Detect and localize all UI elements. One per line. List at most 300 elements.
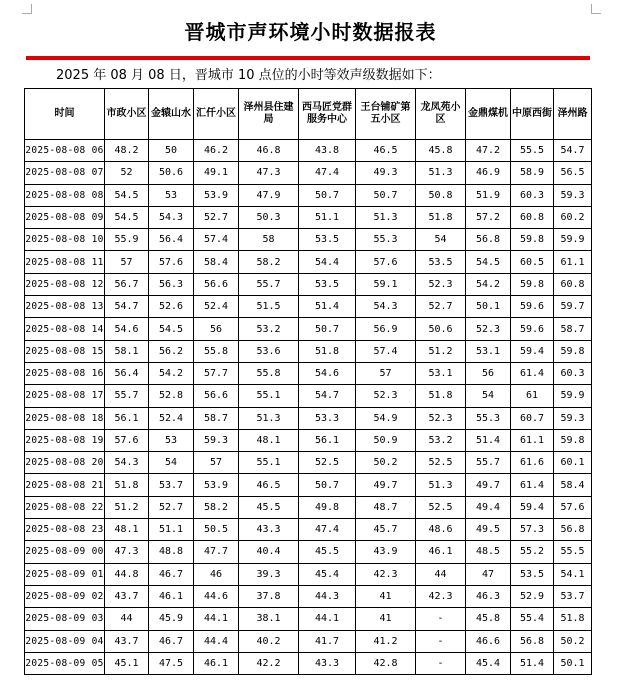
value-cell: 54.5 <box>466 251 511 273</box>
value-cell: 47.3 <box>105 541 149 563</box>
table-row <box>25 140 592 162</box>
value-cell: 56.6 <box>194 273 239 295</box>
table-row <box>25 608 592 630</box>
time-cell: 2025-08-09 04 <box>25 630 105 652</box>
time-cell: 2025-08-09 01 <box>25 563 105 585</box>
time-cell: 2025-08-09 05 <box>25 652 105 674</box>
value-cell: 59.4 <box>511 496 554 518</box>
value-cell: 48.5 <box>466 541 511 563</box>
value-cell: 61.1 <box>511 429 554 451</box>
value-cell: 51.8 <box>554 608 592 630</box>
value-cell: 57.4 <box>194 229 239 251</box>
value-cell: 51.8 <box>299 340 356 362</box>
value-cell: 52.4 <box>149 407 194 429</box>
value-cell: 51.1 <box>149 519 194 541</box>
value-cell: 46.5 <box>239 474 299 496</box>
value-cell: 52.9 <box>511 585 554 607</box>
value-cell: 52.3 <box>416 407 466 429</box>
value-cell: 51.2 <box>416 340 466 362</box>
value-cell: 51.8 <box>105 474 149 496</box>
value-cell: 50.5 <box>194 519 239 541</box>
value-cell: 48.6 <box>416 519 466 541</box>
table-row <box>25 273 592 295</box>
value-cell: 59.6 <box>511 296 554 318</box>
value-cell: 51.2 <box>105 496 149 518</box>
value-cell: 54 <box>149 452 194 474</box>
value-cell: 53.1 <box>466 340 511 362</box>
value-cell: 53.7 <box>554 585 592 607</box>
column-header: 市政小区 <box>105 89 149 140</box>
value-cell: 48.1 <box>239 429 299 451</box>
value-cell: 43.3 <box>239 519 299 541</box>
value-cell: 47.4 <box>299 162 356 184</box>
value-cell: 52.7 <box>149 496 194 518</box>
value-cell: 53.6 <box>239 340 299 362</box>
column-header: 泽州路 <box>554 89 592 140</box>
value-cell: 56.7 <box>105 273 149 295</box>
value-cell: 58.4 <box>194 251 239 273</box>
value-cell: 50.3 <box>239 206 299 228</box>
value-cell: 50.1 <box>466 296 511 318</box>
value-cell: 50 <box>149 140 194 162</box>
value-cell: 55.2 <box>511 541 554 563</box>
value-cell: 56.9 <box>356 318 416 340</box>
value-cell: 56 <box>466 362 511 384</box>
table-row <box>25 496 592 518</box>
value-cell: 55.9 <box>105 229 149 251</box>
time-cell: 2025-08-08 09 <box>25 206 105 228</box>
time-cell: 2025-08-08 16 <box>25 362 105 384</box>
value-cell: 47.2 <box>466 140 511 162</box>
time-cell: 2025-08-09 03 <box>25 608 105 630</box>
value-cell: 55.1 <box>239 385 299 407</box>
column-header: 泽州县住建局 <box>239 89 299 140</box>
value-cell: 50.2 <box>554 630 592 652</box>
column-header: 西马匠党群服务中心 <box>299 89 356 140</box>
value-cell: 57.6 <box>554 496 592 518</box>
value-cell: 59.4 <box>511 340 554 362</box>
value-cell: 60.8 <box>554 273 592 295</box>
value-cell: 59.1 <box>356 273 416 295</box>
value-cell: 53.9 <box>194 184 239 206</box>
value-cell: - <box>416 630 466 652</box>
value-cell: 44.1 <box>299 608 356 630</box>
value-cell: 41 <box>356 585 416 607</box>
value-cell: 45.5 <box>239 496 299 518</box>
value-cell: 47 <box>466 563 511 585</box>
value-cell: 60.5 <box>511 251 554 273</box>
value-cell: 53.5 <box>299 229 356 251</box>
value-cell: 51.8 <box>416 385 466 407</box>
value-cell: 47.5 <box>149 652 194 674</box>
value-cell: 54.3 <box>105 452 149 474</box>
value-cell: 53.7 <box>149 474 194 496</box>
value-cell: 45.9 <box>149 608 194 630</box>
value-cell: 53.9 <box>194 474 239 496</box>
table-row <box>25 474 592 496</box>
column-header: 汇仟小区 <box>194 89 239 140</box>
value-cell: 50.7 <box>299 474 356 496</box>
value-cell: 59.6 <box>511 318 554 340</box>
value-cell: 55.4 <box>511 608 554 630</box>
value-cell: 43.7 <box>105 630 149 652</box>
value-cell: 44.6 <box>194 585 239 607</box>
value-cell: 58.1 <box>105 340 149 362</box>
value-cell: 50.6 <box>149 162 194 184</box>
value-cell: 43.8 <box>299 140 356 162</box>
report-title: 晋城市声环境小时数据报表 <box>184 20 437 44</box>
column-header: 金辕山水 <box>149 89 194 140</box>
value-cell: 45.8 <box>466 608 511 630</box>
time-cell: 2025-08-08 14 <box>25 318 105 340</box>
value-cell: 55.8 <box>194 340 239 362</box>
time-cell: 2025-08-08 12 <box>25 273 105 295</box>
value-cell: 49.7 <box>466 474 511 496</box>
value-cell: 56 <box>194 318 239 340</box>
value-cell: 54.5 <box>105 206 149 228</box>
table-body <box>25 140 592 675</box>
value-cell: 55.7 <box>105 385 149 407</box>
value-cell: 61.4 <box>511 362 554 384</box>
value-cell: 60.8 <box>511 206 554 228</box>
table-row <box>25 563 592 585</box>
value-cell: 52.5 <box>299 452 356 474</box>
time-cell: 2025-08-08 18 <box>25 407 105 429</box>
value-cell: 57.2 <box>466 206 511 228</box>
table-row <box>25 541 592 563</box>
value-cell: 47.3 <box>239 162 299 184</box>
value-cell: 53.2 <box>416 429 466 451</box>
value-cell: 46.6 <box>466 630 511 652</box>
value-cell: 51.4 <box>299 296 356 318</box>
table-row <box>25 429 592 451</box>
value-cell: 55.3 <box>356 229 416 251</box>
table-row <box>25 407 592 429</box>
value-cell: 58.7 <box>194 407 239 429</box>
value-cell: 53.3 <box>299 407 356 429</box>
value-cell: 61.6 <box>511 452 554 474</box>
value-cell: 50.9 <box>356 429 416 451</box>
value-cell: 46.2 <box>194 140 239 162</box>
value-cell: 46.1 <box>194 652 239 674</box>
value-cell: 44.4 <box>194 630 239 652</box>
value-cell: 53.5 <box>416 251 466 273</box>
value-cell: 59.7 <box>554 296 592 318</box>
page-corner-mark-left <box>22 4 32 14</box>
value-cell: 49.5 <box>466 519 511 541</box>
time-cell: 2025-08-09 00 <box>25 541 105 563</box>
value-cell: 56.6 <box>194 385 239 407</box>
value-cell: 40.4 <box>239 541 299 563</box>
value-cell: 51.4 <box>466 429 511 451</box>
value-cell: 57.4 <box>356 340 416 362</box>
value-cell: 56.2 <box>149 340 194 362</box>
value-cell: 55.8 <box>239 362 299 384</box>
noise-data-table <box>24 88 592 675</box>
value-cell: 53.5 <box>511 563 554 585</box>
value-cell: 61.4 <box>511 474 554 496</box>
value-cell: 52.3 <box>466 318 511 340</box>
value-cell: 50.1 <box>554 652 592 674</box>
value-cell: 56.8 <box>511 630 554 652</box>
value-cell: 60.7 <box>511 407 554 429</box>
value-cell: 45.4 <box>466 652 511 674</box>
value-cell: - <box>416 652 466 674</box>
value-cell: 44.1 <box>194 608 239 630</box>
time-cell: 2025-08-08 20 <box>25 452 105 474</box>
value-cell: 51.1 <box>299 206 356 228</box>
value-cell: 56.3 <box>149 273 194 295</box>
value-cell: 57.6 <box>149 251 194 273</box>
value-cell: 42.3 <box>416 585 466 607</box>
value-cell: 45.4 <box>299 563 356 585</box>
value-cell: 46.7 <box>149 630 194 652</box>
value-cell: 50.7 <box>299 318 356 340</box>
time-cell: 2025-08-08 22 <box>25 496 105 518</box>
table-header-row <box>25 89 592 140</box>
value-cell: 59.3 <box>194 429 239 451</box>
value-cell: 59.8 <box>554 340 592 362</box>
value-cell: 52.3 <box>416 273 466 295</box>
value-cell: 60.3 <box>511 184 554 206</box>
value-cell: 45.1 <box>105 652 149 674</box>
value-cell: 51.8 <box>416 206 466 228</box>
value-cell: 38.1 <box>239 608 299 630</box>
value-cell: 56.4 <box>149 229 194 251</box>
value-cell: 57 <box>194 452 239 474</box>
value-cell: 49.7 <box>356 474 416 496</box>
value-cell: 55.3 <box>466 407 511 429</box>
column-header: 时间 <box>25 89 105 140</box>
table-row <box>25 452 592 474</box>
value-cell: 54.3 <box>149 206 194 228</box>
table-row <box>25 362 592 384</box>
page-corner-mark-right <box>591 4 601 14</box>
value-cell: 51.9 <box>466 184 511 206</box>
value-cell: 46.5 <box>356 140 416 162</box>
time-cell: 2025-08-08 11 <box>25 251 105 273</box>
value-cell: 46.8 <box>239 140 299 162</box>
value-cell: 56.1 <box>299 429 356 451</box>
intro-text: 2025 年 08 月 08 日，晋城市 10 点位的小时等效声级数据如下： <box>56 68 441 83</box>
table-row <box>25 296 592 318</box>
value-cell: 44 <box>105 608 149 630</box>
value-cell: 51.3 <box>239 407 299 429</box>
value-cell: 58.9 <box>511 162 554 184</box>
value-cell: 40.2 <box>239 630 299 652</box>
value-cell: 49.3 <box>356 162 416 184</box>
value-cell: 54.7 <box>554 140 592 162</box>
value-cell: 59.8 <box>511 273 554 295</box>
value-cell: 49.4 <box>466 496 511 518</box>
value-cell: 42.8 <box>356 652 416 674</box>
value-cell: 49.1 <box>194 162 239 184</box>
time-cell: 2025-08-08 08 <box>25 184 105 206</box>
value-cell: - <box>416 608 466 630</box>
value-cell: 54.7 <box>299 385 356 407</box>
value-cell: 51.3 <box>416 474 466 496</box>
value-cell: 45.7 <box>356 519 416 541</box>
value-cell: 52.4 <box>194 296 239 318</box>
value-cell: 54.2 <box>149 362 194 384</box>
title-divider <box>26 56 590 60</box>
value-cell: 57 <box>356 362 416 384</box>
value-cell: 52.8 <box>149 385 194 407</box>
table-row <box>25 585 592 607</box>
value-cell: 56.8 <box>554 519 592 541</box>
value-cell: 50.7 <box>356 184 416 206</box>
value-cell: 55.5 <box>554 541 592 563</box>
value-cell: 58.2 <box>194 496 239 518</box>
value-cell: 59.8 <box>554 429 592 451</box>
value-cell: 53.2 <box>239 318 299 340</box>
value-cell: 51.3 <box>356 206 416 228</box>
value-cell: 51.5 <box>239 296 299 318</box>
column-header: 中原西街 <box>511 89 554 140</box>
value-cell: 46.7 <box>149 563 194 585</box>
value-cell: 54.4 <box>299 251 356 273</box>
value-cell: 54.5 <box>105 184 149 206</box>
value-cell: 56.1 <box>105 407 149 429</box>
value-cell: 50.7 <box>299 184 356 206</box>
value-cell: 41 <box>356 608 416 630</box>
table-row <box>25 251 592 273</box>
value-cell: 49.8 <box>299 496 356 518</box>
value-cell: 51.4 <box>511 652 554 674</box>
value-cell: 42.2 <box>239 652 299 674</box>
value-cell: 60.1 <box>554 452 592 474</box>
value-cell: 53.5 <box>299 273 356 295</box>
value-cell: 43.7 <box>105 585 149 607</box>
value-cell: 55.1 <box>239 452 299 474</box>
value-cell: 58.2 <box>239 251 299 273</box>
time-cell: 2025-08-08 21 <box>25 474 105 496</box>
value-cell: 44.8 <box>105 563 149 585</box>
time-cell: 2025-08-09 02 <box>25 585 105 607</box>
value-cell: 58.4 <box>554 474 592 496</box>
value-cell: 56.5 <box>554 162 592 184</box>
value-cell: 59.3 <box>554 184 592 206</box>
value-cell: 54.1 <box>554 563 592 585</box>
time-cell: 2025-08-08 10 <box>25 229 105 251</box>
value-cell: 61 <box>511 385 554 407</box>
value-cell: 50.6 <box>416 318 466 340</box>
value-cell: 54.6 <box>299 362 356 384</box>
value-cell: 52.5 <box>416 452 466 474</box>
column-header: 王台铺矿第五小区 <box>356 89 416 140</box>
value-cell: 48.2 <box>105 140 149 162</box>
value-cell: 53.1 <box>416 362 466 384</box>
value-cell: 43.3 <box>299 652 356 674</box>
value-cell: 53 <box>149 429 194 451</box>
table-row <box>25 229 592 251</box>
time-cell: 2025-08-08 13 <box>25 296 105 318</box>
value-cell: 57.7 <box>194 362 239 384</box>
value-cell: 50.2 <box>356 452 416 474</box>
value-cell: 45.5 <box>299 541 356 563</box>
value-cell: 57.3 <box>511 519 554 541</box>
value-cell: 57.6 <box>356 251 416 273</box>
value-cell: 54.3 <box>356 296 416 318</box>
value-cell: 59.3 <box>554 407 592 429</box>
value-cell: 58 <box>239 229 299 251</box>
value-cell: 46.3 <box>466 585 511 607</box>
value-cell: 54.9 <box>356 407 416 429</box>
value-cell: 52.5 <box>416 496 466 518</box>
value-cell: 48.7 <box>356 496 416 518</box>
value-cell: 46.1 <box>149 585 194 607</box>
table-row <box>25 652 592 674</box>
value-cell: 61.1 <box>554 251 592 273</box>
value-cell: 46.9 <box>466 162 511 184</box>
value-cell: 44 <box>416 563 466 585</box>
value-cell: 60.3 <box>554 362 592 384</box>
value-cell: 59.8 <box>511 229 554 251</box>
value-cell: 52.6 <box>149 296 194 318</box>
value-cell: 58.7 <box>554 318 592 340</box>
value-cell: 48.8 <box>149 541 194 563</box>
value-cell: 57 <box>105 251 149 273</box>
table-row <box>25 206 592 228</box>
value-cell: 59.9 <box>554 229 592 251</box>
value-cell: 57.6 <box>105 429 149 451</box>
value-cell: 52 <box>105 162 149 184</box>
value-cell: 51.3 <box>416 162 466 184</box>
value-cell: 50.8 <box>416 184 466 206</box>
value-cell: 52.3 <box>356 385 416 407</box>
table-row <box>25 340 592 362</box>
value-cell: 45.8 <box>416 140 466 162</box>
value-cell: 54.6 <box>105 318 149 340</box>
value-cell: 39.3 <box>239 563 299 585</box>
value-cell: 56.8 <box>466 229 511 251</box>
value-cell: 44.3 <box>299 585 356 607</box>
time-cell: 2025-08-08 17 <box>25 385 105 407</box>
table-row <box>25 385 592 407</box>
table-row <box>25 184 592 206</box>
table-row <box>25 519 592 541</box>
column-header: 龙凤苑小区 <box>416 89 466 140</box>
value-cell: 43.9 <box>356 541 416 563</box>
value-cell: 47.4 <box>299 519 356 541</box>
value-cell: 46 <box>194 563 239 585</box>
time-cell: 2025-08-08 07 <box>25 162 105 184</box>
value-cell: 54.5 <box>149 318 194 340</box>
table-row <box>25 162 592 184</box>
value-cell: 60.2 <box>554 206 592 228</box>
value-cell: 53 <box>149 184 194 206</box>
value-cell: 42.3 <box>356 563 416 585</box>
value-cell: 59.9 <box>554 385 592 407</box>
value-cell: 52.7 <box>416 296 466 318</box>
time-cell: 2025-08-08 15 <box>25 340 105 362</box>
table-row <box>25 630 592 652</box>
value-cell: 41.2 <box>356 630 416 652</box>
value-cell: 56.4 <box>105 362 149 384</box>
value-cell: 46.1 <box>416 541 466 563</box>
value-cell: 52.7 <box>194 206 239 228</box>
value-cell: 47.9 <box>239 184 299 206</box>
value-cell: 55.5 <box>511 140 554 162</box>
time-cell: 2025-08-08 19 <box>25 429 105 451</box>
time-cell: 2025-08-08 06 <box>25 140 105 162</box>
column-header: 金鼎煤机 <box>466 89 511 140</box>
value-cell: 54 <box>466 385 511 407</box>
value-cell: 54.7 <box>105 296 149 318</box>
value-cell: 54.2 <box>466 273 511 295</box>
value-cell: 37.8 <box>239 585 299 607</box>
value-cell: 55.7 <box>466 452 511 474</box>
